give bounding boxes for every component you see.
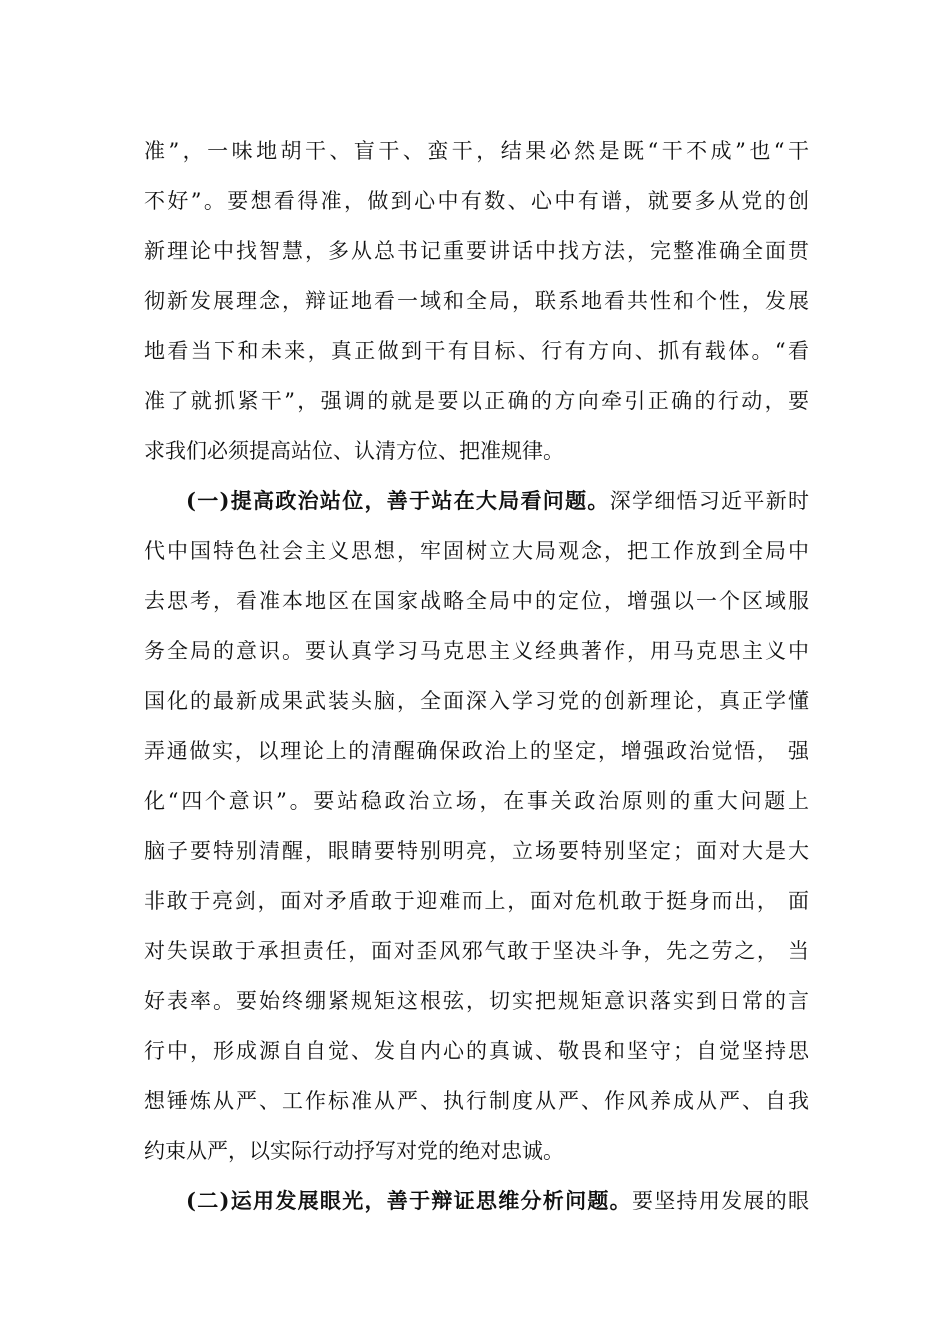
section1-line-6: 弄通做实，以理论上的清醒确保政治上的坚定，增强政治觉悟， 强 [144, 739, 809, 763]
section1-line-11: 好表率。要始终绷紧规矩这根弦，切实把规矩意识落实到日常的言 [144, 989, 809, 1013]
section2-first-line [186, 1181, 809, 1221]
intro-line-2: 不好”。要想看得准，做到心中有数、心中有谱，就要多从党的创 [144, 189, 809, 213]
intro-line-3: 新理论中找智慧，多从总书记重要讲话中找方法，完整准确全面贯 [144, 239, 809, 263]
section2-first-line-text: 要坚持用发展的眼 [631, 1189, 809, 1213]
intro-line-1: 准”，一味地胡干、盲干、蛮干，结果必然是既“干不成”也“干 [144, 139, 809, 163]
section1-heading: (一)提高政治站位，善于站在大局看问题。 [186, 488, 610, 513]
section1-line-13: 想锤炼从严、工作标准从严、执行制度从严、作风养成从严、自我 [144, 1089, 809, 1113]
intro-line-6: 准了就抓紧干”，强调的就是要以正确的方向牵引正确的行动，要 [144, 389, 809, 413]
section1-line-8: 脑子要特别清醒，眼睛要特别明亮，立场要特别坚定；面对大是大 [144, 839, 809, 863]
section1-line-5: 国化的最新成果武装头脑，全面深入学习党的创新理论，真正学懂 [144, 689, 809, 713]
section1-line-7: 化“四个意识”。要站稳政治立场，在事关政治原则的重大问题上 [144, 789, 809, 813]
section1-line-12: 行中，形成源自自觉、发自内心的真诚、敬畏和坚守；自觉坚持思 [144, 1039, 809, 1063]
section1-first-line [186, 481, 809, 521]
section2-heading: (二)运用发展眼光，善于辩证思维分析问题。 [186, 1188, 632, 1213]
section1-line-9: 非敢于亮剑，面对矛盾敢于迎难而上，面对危机敢于挺身而出， 面 [144, 889, 809, 913]
section1-line-2: 代中国特色社会主义思想，牢固树立大局观念，把工作放到全局中 [144, 539, 809, 563]
section1-line-3: 去思考，看准本地区在国家战略全局中的定位，增强以一个区域服 [144, 589, 809, 613]
intro-line-5: 地看当下和未来，真正做到干有目标、行有方向、抓有载体。“看 [144, 339, 809, 363]
section1-line-10: 对失误敢于承担责任，面对歪风邪气敢于坚决斗争，先之劳之， 当 [144, 939, 809, 963]
intro-line-4: 彻新发展理念，辩证地看一域和全局，联系地看共性和个性，发展 [144, 289, 809, 313]
section1-line-4: 务全局的意识。要认真学习马克思主义经典著作，用马克思主义中 [144, 639, 809, 663]
intro-line-7: 求我们必须提高站位、认清方位、把准规律。 [144, 439, 564, 463]
section1-first-line-text: 深学细悟习近平新时 [609, 489, 809, 513]
section1-line-14: 约束从严，以实际行动抒写对党的绝对忠诚。 [144, 1139, 564, 1163]
